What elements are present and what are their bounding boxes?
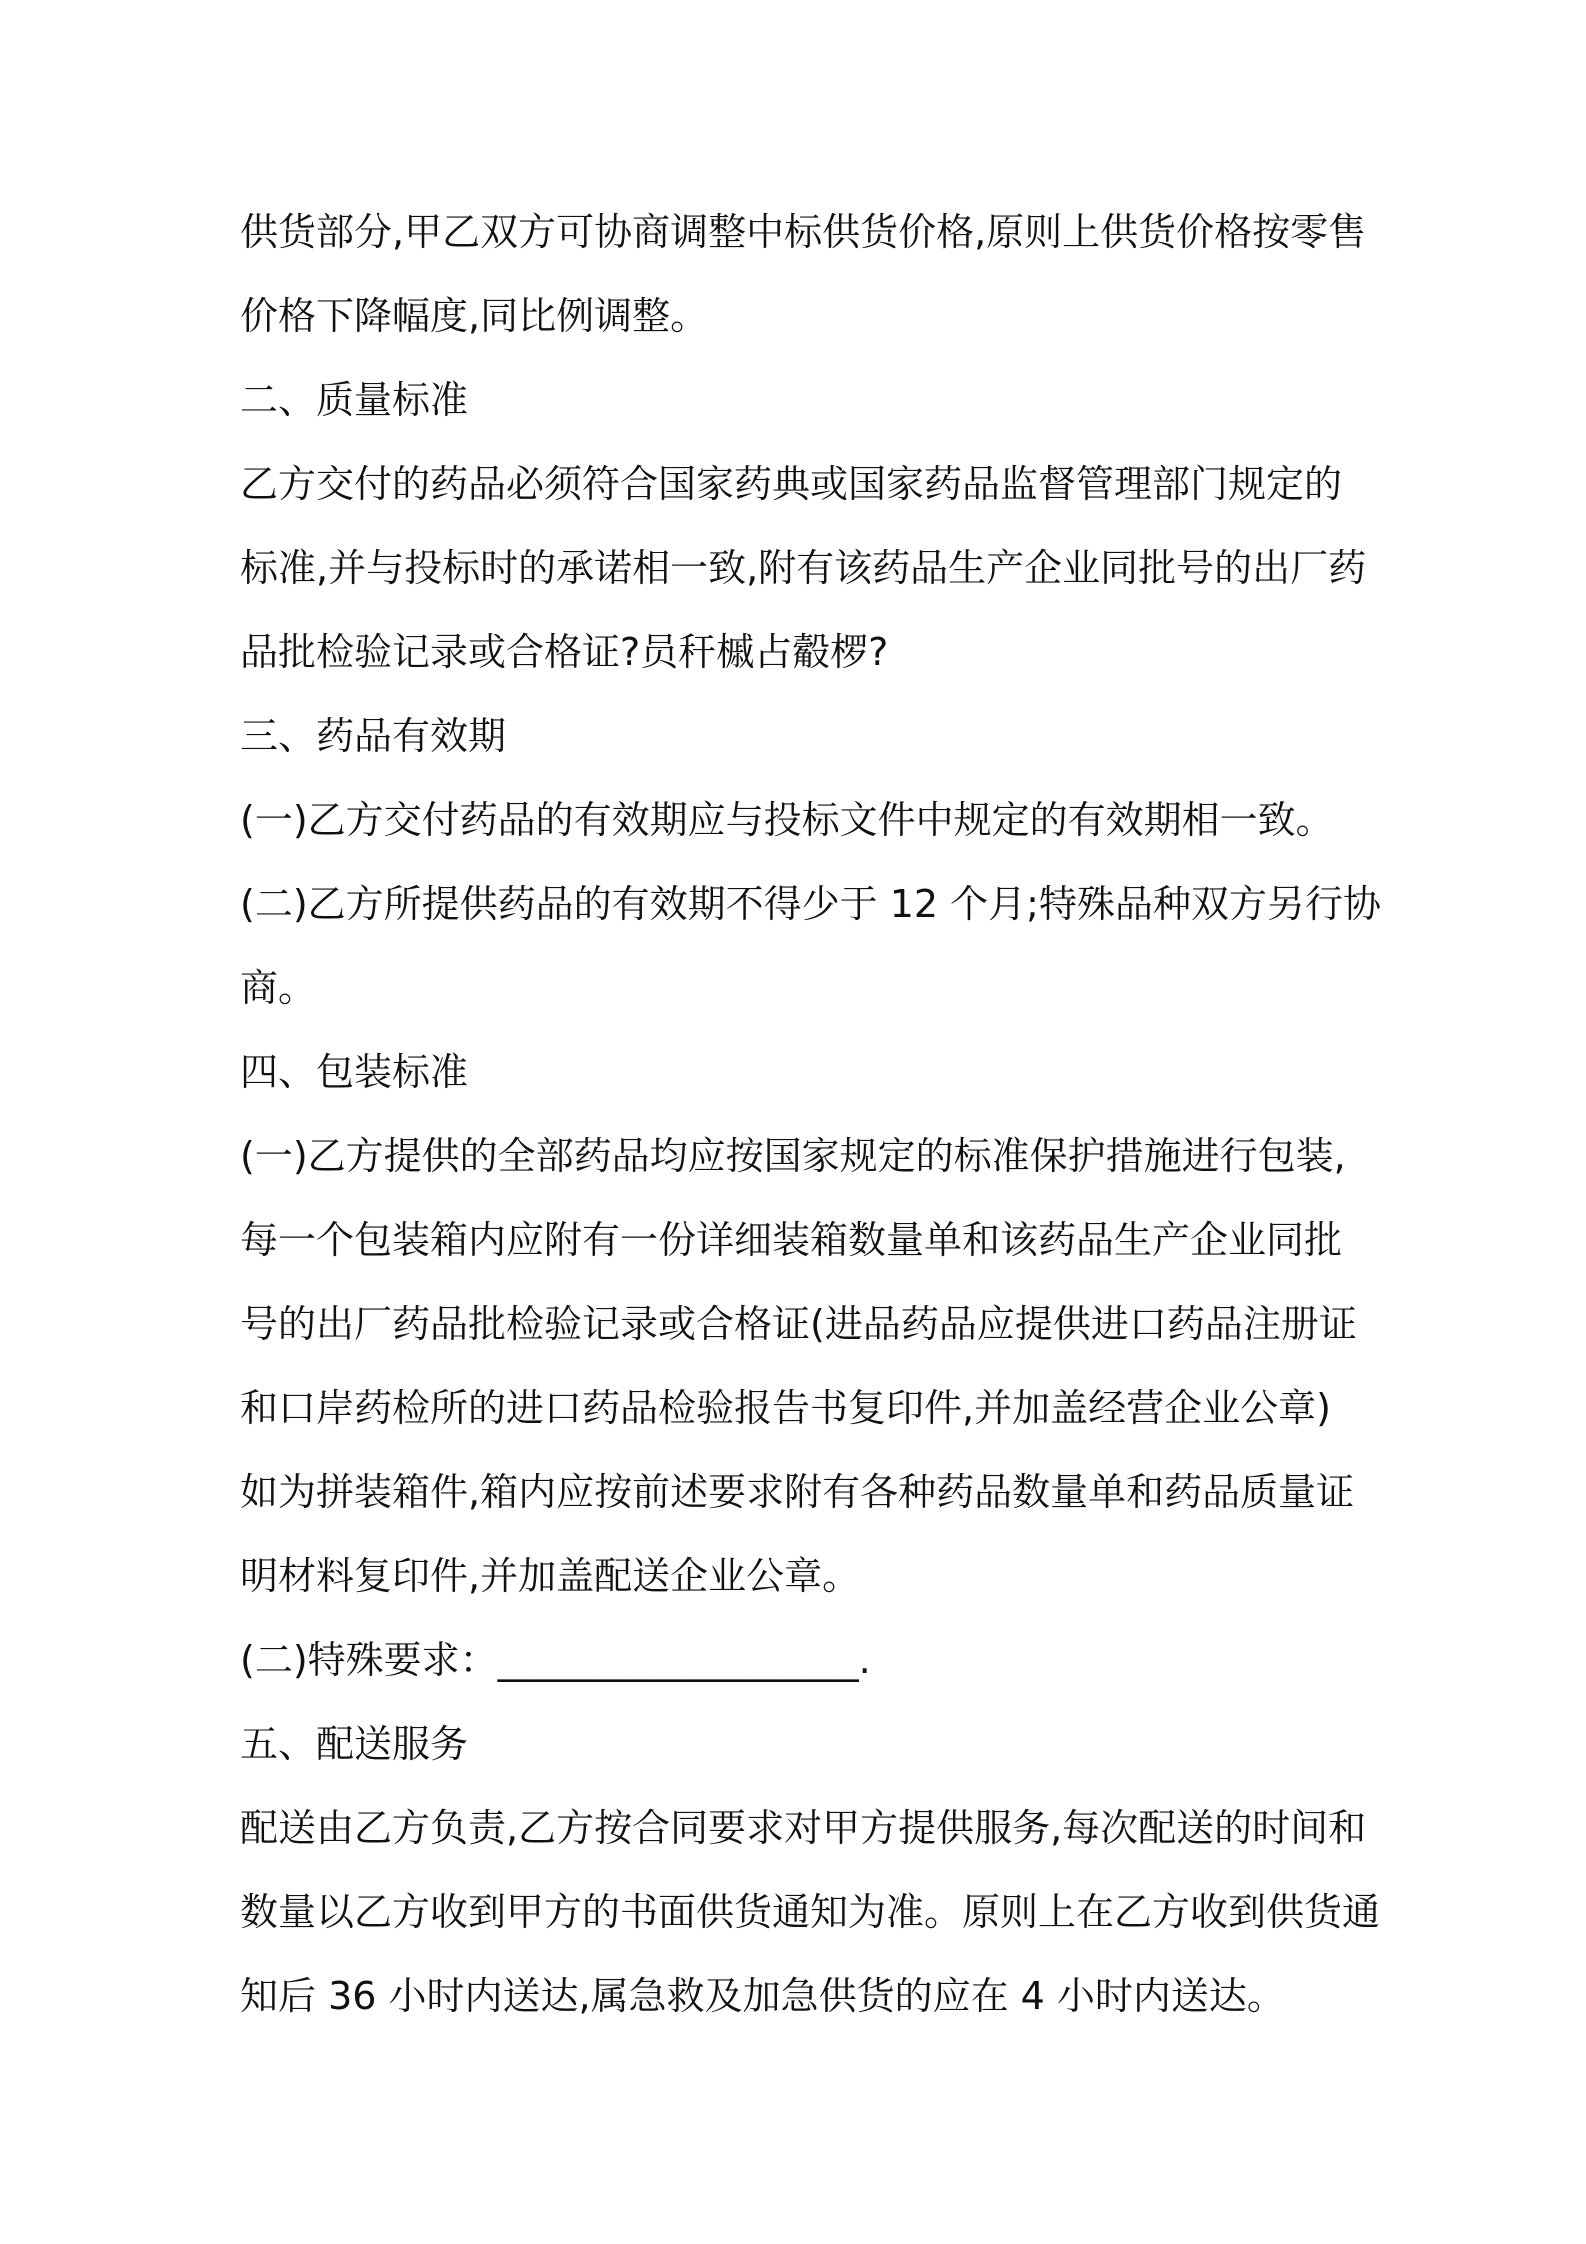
paragraph-line: 商。 — [240, 966, 317, 1010]
paragraph-line: 价格下降幅度,同比例调整。 — [240, 294, 709, 338]
section-heading: 四、包装标准 — [240, 1050, 469, 1094]
section-heading: 三、药品有效期 — [240, 714, 507, 758]
paragraph-line: (二)乙方所提供药品的有效期不得少于 12 个月;特殊品种双方另行协 — [240, 882, 1381, 926]
paragraph-line: 每一个包装箱内应附有一份详细装箱数量单和该药品生产企业同批 — [240, 1218, 1343, 1262]
paragraph-line: 供货部分,甲乙双方可协商调整中标供货价格,原则上供货价格按零售 — [240, 210, 1367, 254]
paragraph-line: 乙方交付的药品必须符合国家药典或国家药品监督管理部门规定的 — [240, 462, 1343, 506]
paragraph-line: 知后 36 小时内送达,属急救及加急供货的应在 4 小时内送达。 — [240, 1974, 1285, 2018]
paragraph-line: 和口岸药检所的进口药品检验报告书复印件,并加盖经营企业公章) — [240, 1386, 1331, 1430]
paragraph-line: (一)乙方交付药品的有效期应与投标文件中规定的有效期相一致。 — [240, 798, 1334, 842]
section-heading: 五、配送服务 — [240, 1722, 469, 1766]
paragraph-line: 号的出厂药品批检验记录或合格证(进品药品应提供进口药品注册证 — [240, 1302, 1357, 1346]
document-body — [240, 190, 1381, 2038]
paragraph-line: 品批检验记录或合格证?员秆槭占觳椤? — [240, 630, 889, 674]
paragraph-line: 数量以乙方收到甲方的书面供货通知为准。原则上在乙方收到供货通 — [240, 1890, 1381, 1934]
paragraph-line: (一)乙方提供的全部药品均应按国家规定的标准保护措施进行包装, — [240, 1134, 1346, 1178]
paragraph-line: 配送由乙方负责,乙方按合同要求对甲方提供服务,每次配送的时间和 — [240, 1806, 1367, 1850]
section-heading: 二、质量标准 — [240, 378, 469, 422]
paragraph-line: 标准,并与投标时的承诺相一致,附有该药品生产企业同批号的出厂药 — [240, 546, 1367, 590]
paragraph-line: 明材料复印件,并加盖配送企业公章。 — [240, 1554, 861, 1598]
special-requirement-line: (二)特殊要求：___________________. — [240, 1638, 871, 1682]
paragraph-line: 如为拼装箱件,箱内应按前述要求附有各种药品数量单和药品质量证 — [240, 1470, 1355, 1514]
